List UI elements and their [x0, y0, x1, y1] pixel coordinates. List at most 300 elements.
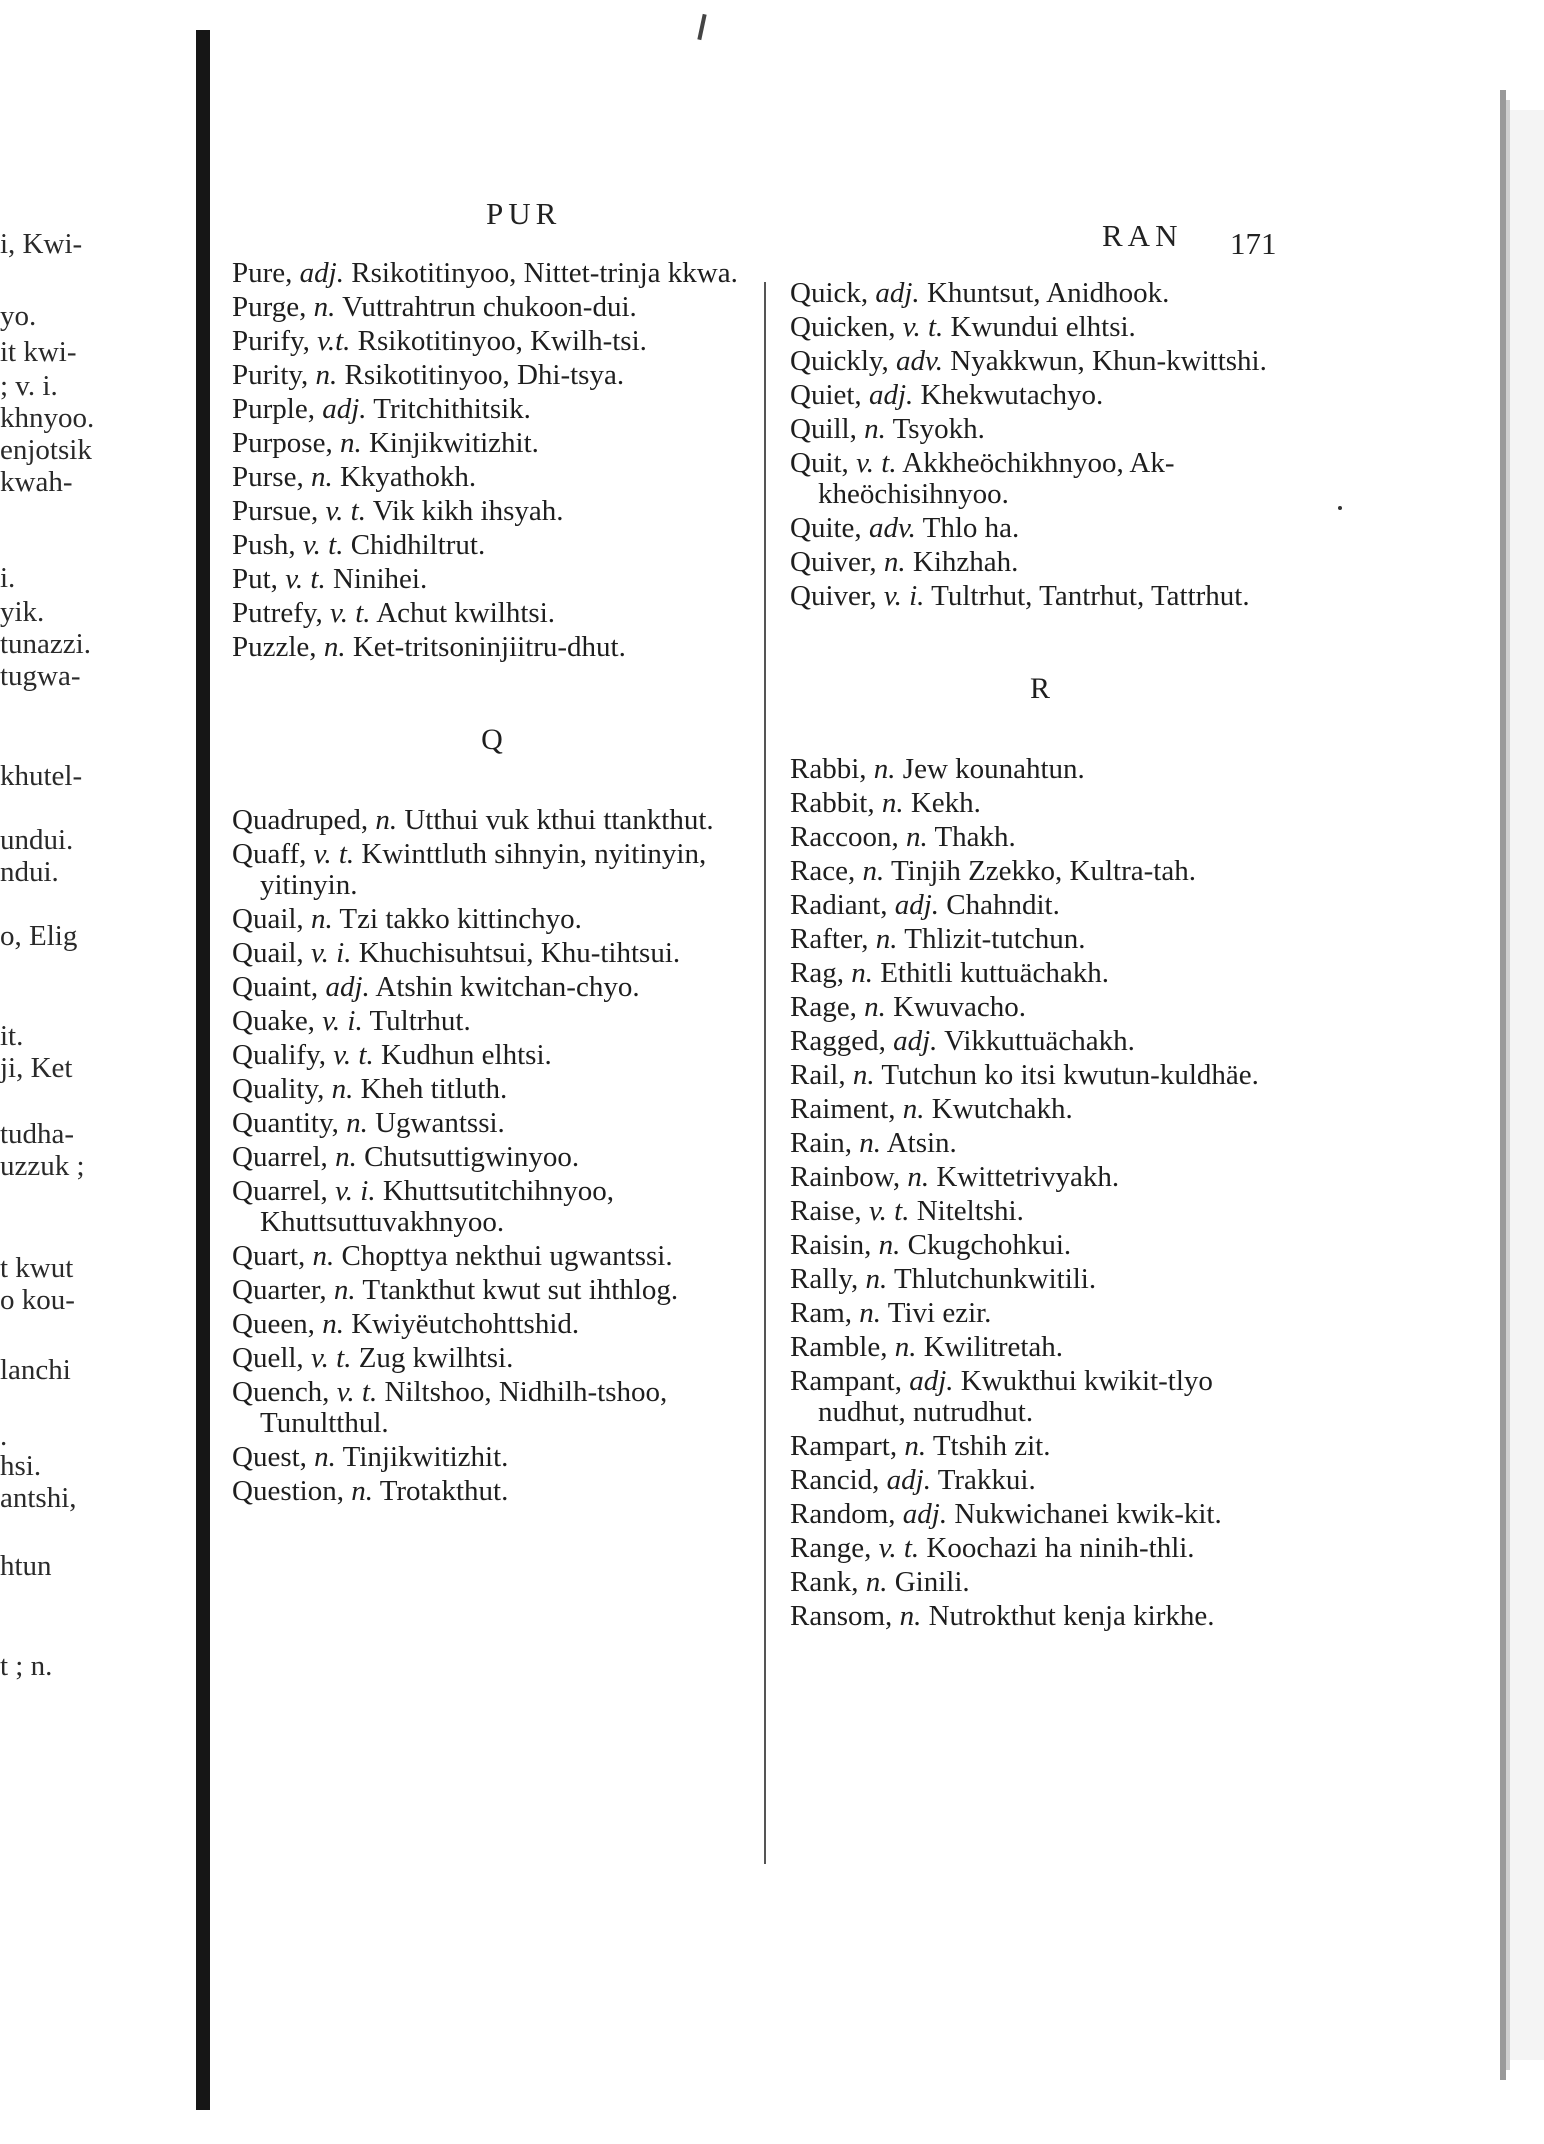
entry-definition: Tzi takko kittinchyo. — [339, 903, 582, 935]
entry-definition: Rsikotitinyoo, Kwilh-tsi. — [357, 325, 647, 357]
entry-part-of-speech: n. — [864, 991, 886, 1023]
entry-part-of-speech: adj. — [902, 1498, 948, 1530]
scan-dot — [1338, 506, 1342, 510]
entry-part-of-speech: n. — [310, 461, 333, 493]
adjacent-page-text: undui. — [0, 824, 74, 856]
entry-definition: Khuttsutitchihnyoo, Khuttsuttuvakhnyoo. — [260, 1175, 615, 1238]
entry-headword: Quality, — [232, 1073, 325, 1105]
section-letter-q: Q — [481, 723, 503, 756]
entry-headword: Radiant, — [790, 889, 888, 921]
entry-headword: Rafter, — [790, 923, 869, 955]
dictionary-entry — [232, 1040, 752, 1071]
entry-headword: Qualify, — [232, 1039, 326, 1071]
page-edge — [1510, 110, 1544, 2060]
dictionary-entry — [790, 312, 1290, 343]
entry-definition: Utthui vuk kthui ttankthut. — [404, 804, 714, 836]
entry-headword: Queen, — [232, 1308, 315, 1340]
dictionary-entry — [790, 1499, 1290, 1530]
entries-p — [232, 258, 752, 663]
dictionary-entry — [790, 1465, 1290, 1496]
dictionary-entry — [232, 326, 752, 357]
adjacent-page-text: uzzuk ; — [0, 1150, 85, 1182]
adjacent-page-text: . — [0, 1420, 8, 1452]
entry-part-of-speech: v. t. — [285, 563, 326, 595]
dictionary-entry — [232, 1343, 752, 1374]
entry-part-of-speech: n. — [314, 1441, 336, 1473]
entry-part-of-speech: adj. — [325, 971, 370, 1003]
entry-part-of-speech: n. — [852, 1059, 875, 1091]
entry-definition: Tultrhut, Tantrhut, Tattrhut. — [931, 580, 1250, 612]
dictionary-entry — [232, 360, 752, 391]
adjacent-page-text: htun — [0, 1550, 52, 1582]
entry-part-of-speech: n. — [351, 1475, 373, 1507]
entry-definition: Nyakkwun, Khun-kwittshi. — [950, 345, 1267, 377]
dictionary-entry — [790, 414, 1290, 445]
adjacent-page-text: t ; n. — [0, 1650, 53, 1682]
entry-headword: Rally, — [790, 1263, 859, 1295]
entry-headword: Quill, — [790, 413, 857, 445]
entry-part-of-speech: n. — [902, 1093, 925, 1125]
entry-definition: Vikkuttuächakh. — [944, 1025, 1135, 1057]
adjacent-page-text: yo. — [0, 300, 37, 332]
entry-definition: Tinjih Zzekko, Kultra-tah. — [890, 855, 1196, 887]
dictionary-entry — [232, 805, 752, 836]
scan-mark — [697, 14, 706, 40]
dictionary-entry — [790, 1060, 1290, 1091]
entry-headword: Rampant, — [790, 1365, 902, 1397]
entry-definition: Thlizit-tutchun. — [904, 923, 1086, 955]
entry-part-of-speech: adj. — [909, 1365, 954, 1397]
dictionary-entry — [790, 1431, 1290, 1462]
dictionary-entry — [232, 1176, 752, 1238]
book-gutter — [196, 30, 210, 2110]
entry-definition: Vuttrahtrun chukoon-dui. — [342, 291, 637, 323]
entry-part-of-speech: v.t. — [317, 325, 351, 357]
entry-headword: Random, — [790, 1498, 896, 1530]
dictionary-entry — [790, 1026, 1290, 1057]
entry-part-of-speech: n. — [878, 1229, 901, 1261]
dictionary-entry — [790, 1533, 1290, 1564]
entry-part-of-speech: v. t. — [313, 838, 355, 870]
entry-definition: Ket-tritsoninjiitru-dhut. — [352, 631, 626, 663]
entry-headword: Quit, — [790, 447, 849, 479]
adjacent-page-text: khnyoo. — [0, 402, 95, 434]
dictionary-entry — [232, 292, 752, 323]
dictionary-entry — [232, 839, 752, 901]
entry-headword: Quick, — [790, 277, 869, 309]
entry-headword: Quiver, — [790, 580, 877, 612]
entry-headword: Ransom, — [790, 1600, 893, 1632]
entry-headword: Pure, — [232, 257, 293, 289]
entry-definition: Chidhiltrut. — [350, 529, 486, 561]
entry-headword: Rank, — [790, 1566, 859, 1598]
dictionary-entry — [232, 1377, 752, 1439]
entry-headword: Putrefy, — [232, 597, 323, 629]
right-column — [790, 278, 1290, 1635]
entry-headword: Rancid, — [790, 1464, 880, 1496]
entry-headword: Quarrel, — [232, 1141, 328, 1173]
dictionary-entry — [232, 1309, 752, 1340]
entry-headword: Put, — [232, 563, 278, 595]
adjacent-page-text: tudha- — [0, 1118, 75, 1150]
dictionary-entry — [232, 530, 752, 561]
entry-headword: Race, — [790, 855, 856, 887]
entry-definition: Rsikotitinyoo, Dhi-tsya. — [344, 359, 625, 391]
entry-headword: Raise, — [790, 1195, 862, 1227]
entry-headword: Quest, — [232, 1441, 307, 1473]
entry-part-of-speech: n. — [865, 1263, 888, 1295]
entry-definition: Koochazi ha ninih-thli. — [926, 1532, 1195, 1564]
dictionary-entry — [790, 822, 1290, 853]
entry-headword: Purity, — [232, 359, 309, 391]
adjacent-page-text: ji, Ket — [0, 1052, 73, 1084]
entry-headword: Quail, — [232, 937, 304, 969]
entry-headword: Quiet, — [790, 379, 862, 411]
dictionary-entry — [790, 1162, 1290, 1193]
entry-part-of-speech: adv. — [868, 512, 916, 544]
entry-headword: Raccoon, — [790, 821, 899, 853]
entry-definition: Kwukthui kwikit-tlyo nudhut, nutrudhut. — [818, 1365, 1213, 1428]
entry-definition: Atsin. — [886, 1127, 957, 1159]
dictionary-entry — [790, 788, 1290, 819]
entry-headword: Quail, — [232, 903, 304, 935]
entry-definition: Kwundui elhtsi. — [950, 311, 1136, 343]
dictionary-entry — [790, 581, 1290, 612]
dictionary-entry — [232, 258, 752, 289]
entry-headword: Quiver, — [790, 546, 877, 578]
entry-headword: Ramble, — [790, 1331, 888, 1363]
dictionary-entry — [232, 1006, 752, 1037]
dictionary-entry — [790, 924, 1290, 955]
entry-definition: Tivi ezir. — [887, 1297, 992, 1329]
entry-part-of-speech: n. — [862, 855, 885, 887]
entry-part-of-speech: n. — [310, 903, 333, 935]
entry-headword: Range, — [790, 1532, 872, 1564]
adjacent-page-text: lanchi — [0, 1354, 71, 1386]
entry-part-of-speech: n. — [864, 413, 886, 445]
entry-part-of-speech: adj. — [893, 1025, 938, 1057]
dictionary-entry — [790, 1230, 1290, 1261]
entry-part-of-speech: n. — [883, 546, 906, 578]
entry-headword: Quadruped, — [232, 804, 369, 836]
entry-definition: Vik kikh ihsyah. — [372, 495, 564, 527]
entry-headword: Quantity, — [232, 1107, 339, 1139]
entry-part-of-speech: n. — [899, 1600, 922, 1632]
dictionary-entry — [232, 632, 752, 663]
entry-part-of-speech: n. — [894, 1331, 917, 1363]
dictionary-entry — [232, 904, 752, 935]
dictionary-entry — [790, 1264, 1290, 1295]
dictionary-entry — [232, 462, 752, 493]
entry-part-of-speech: n. — [904, 1430, 927, 1462]
entry-definition: Khekwutachyo. — [920, 379, 1104, 411]
entry-part-of-speech: v. i. — [322, 1005, 363, 1037]
entry-part-of-speech: n. — [905, 821, 928, 853]
entry-definition: Ttshih zit. — [932, 1430, 1051, 1462]
entry-part-of-speech: n. — [315, 359, 338, 391]
dictionary-entry — [232, 1442, 752, 1473]
entry-part-of-speech: n. — [335, 1141, 357, 1173]
entry-definition: Kwilitretah. — [923, 1331, 1064, 1363]
dictionary-entry — [232, 564, 752, 595]
adjacent-page-text: kwah- — [0, 466, 73, 498]
entry-definition: Kwutchakh. — [931, 1093, 1073, 1125]
entry-headword: Rainbow, — [790, 1161, 901, 1193]
entry-definition: Nutrokthut kenja kirkhe. — [928, 1600, 1215, 1632]
entry-definition: Ethitli kuttuächakh. — [880, 957, 1109, 989]
adjacent-page-text: yik. — [0, 596, 45, 628]
dictionary-entry — [790, 754, 1290, 785]
entry-definition: Niteltshi. — [916, 1195, 1024, 1227]
entry-part-of-speech: v. t. — [330, 597, 371, 629]
entry-part-of-speech: n. — [323, 631, 346, 663]
entry-definition: Zug kwilhtsi. — [358, 1342, 514, 1374]
entry-definition: Tinjikwitizhit. — [342, 1441, 509, 1473]
entry-part-of-speech: adj. — [886, 1464, 931, 1496]
entry-part-of-speech: n. — [881, 787, 904, 819]
entry-definition: Kinjikwitizhit. — [368, 427, 539, 459]
dictionary-entry — [790, 1196, 1290, 1227]
dictionary-entry — [790, 380, 1290, 411]
entry-definition: Achut kwilhtsi. — [376, 597, 556, 629]
dictionary-entry — [790, 992, 1290, 1023]
entry-headword: Puzzle, — [232, 631, 317, 663]
adjacent-page-text: o kou- — [0, 1284, 75, 1316]
entry-headword: Rampart, — [790, 1430, 898, 1462]
entry-part-of-speech: v. t. — [336, 1376, 378, 1408]
entry-definition: Trotakthut. — [379, 1475, 509, 1507]
entry-part-of-speech: adj. — [894, 889, 940, 921]
entry-part-of-speech: n. — [313, 291, 336, 323]
entry-headword: Pursue, — [232, 495, 319, 527]
dictionary-entry — [790, 1094, 1290, 1125]
dictionary-entry — [232, 1275, 752, 1306]
entry-headword: Question, — [232, 1475, 344, 1507]
entry-headword: Quaff, — [232, 838, 307, 870]
entry-definition: Niltshoo, Nidhilh-tshoo, Tunultthul. — [260, 1376, 668, 1439]
entry-definition: Ninihei. — [332, 563, 428, 595]
entry-part-of-speech: v. i. — [335, 1175, 376, 1207]
entry-definition: Tultrhut. — [369, 1005, 471, 1037]
entry-definition: Kwuvacho. — [893, 991, 1026, 1023]
adjacent-page-text: ndui. — [0, 856, 59, 888]
entry-headword: Quell, — [232, 1342, 304, 1374]
entry-definition: Chopttya nekthui ugwantssi. — [341, 1240, 673, 1272]
entry-headword: Quicken, — [790, 311, 896, 343]
column-divider — [764, 282, 766, 1864]
entry-headword: Raisin, — [790, 1229, 872, 1261]
adjacent-page-text: i. — [0, 562, 16, 594]
entry-definition: Khuntsut, Anidhook. — [926, 277, 1170, 309]
entry-definition: Kkyathokh. — [339, 461, 477, 493]
entry-definition: Jew kounahtun. — [902, 753, 1085, 785]
entry-definition: Tutchun ko itsi kwutun-kuldhäe. — [881, 1059, 1259, 1091]
entry-part-of-speech: v. t. — [302, 529, 344, 561]
entry-part-of-speech: n. — [375, 804, 398, 836]
entries-r — [790, 754, 1290, 1632]
entry-headword: Quart, — [232, 1240, 306, 1272]
entry-definition: Chutsuttigwinyoo. — [364, 1141, 580, 1173]
entry-definition: Ugwantssi. — [375, 1107, 505, 1139]
entry-definition: Kwittetrivyakh. — [936, 1161, 1120, 1193]
entry-definition: Akkheöchikhnyoo, Ak-kheöchisihnyoo. — [818, 447, 1175, 510]
entry-headword: Rag, — [790, 957, 844, 989]
dictionary-entry — [790, 1366, 1290, 1428]
entry-part-of-speech: v. t. — [310, 1342, 352, 1374]
entry-part-of-speech: n. — [875, 923, 898, 955]
entry-headword: Rail, — [790, 1059, 846, 1091]
running-head-left: PUR — [486, 196, 562, 231]
running-head-right: RAN — [1102, 218, 1183, 253]
entry-part-of-speech: adv. — [896, 345, 944, 377]
entry-headword: Quaint, — [232, 971, 319, 1003]
adjacent-page-text: antshi, — [0, 1482, 77, 1514]
entry-definition: Thlo ha. — [922, 512, 1020, 544]
page-number: 171 — [1230, 226, 1277, 261]
dictionary-entry — [232, 938, 752, 969]
entry-part-of-speech: n. — [339, 427, 362, 459]
entry-part-of-speech: n. — [346, 1107, 368, 1139]
entry-headword: Rage, — [790, 991, 857, 1023]
entries-q-continued — [790, 278, 1290, 612]
entry-definition: Kwiyëutchohttshid. — [351, 1308, 580, 1340]
entry-definition: Tsyokh. — [892, 413, 985, 445]
dictionary-entry — [232, 1074, 752, 1105]
entry-part-of-speech: v. i. — [310, 937, 352, 969]
left-column — [232, 258, 752, 1510]
dictionary-entry — [790, 346, 1290, 377]
adjacent-page-text: enjotsik — [0, 434, 92, 466]
entry-part-of-speech: n. — [312, 1240, 335, 1272]
adjacent-page-text: tunazzi. — [0, 628, 91, 660]
entry-headword: Rabbi, — [790, 753, 867, 785]
dictionary-entry — [790, 890, 1290, 921]
entry-headword: Quench, — [232, 1376, 330, 1408]
entry-part-of-speech: adj. — [299, 257, 344, 289]
adjacent-page-fragment — [0, 30, 200, 2090]
dictionary-entry — [790, 1601, 1290, 1632]
dictionary-entry — [790, 1332, 1290, 1363]
adjacent-page-text: it kwi- — [0, 336, 77, 368]
entry-definition: Thakh. — [934, 821, 1016, 853]
entry-headword: Quarter, — [232, 1274, 327, 1306]
entry-part-of-speech: v. t. — [325, 495, 366, 527]
dictionary-entry — [790, 856, 1290, 887]
entry-part-of-speech: n. — [333, 1274, 356, 1306]
dictionary-entry — [790, 278, 1290, 309]
dictionary-entry — [790, 513, 1290, 544]
entry-definition: Khuchisuhtsui, Khu-tihtsui. — [358, 937, 681, 969]
entry-part-of-speech: v. t. — [878, 1532, 920, 1564]
entry-part-of-speech: v. i. — [883, 580, 925, 612]
section-letter-r: R — [1029, 672, 1050, 705]
entry-headword: Raiment, — [790, 1093, 896, 1125]
entry-definition: Tritchithitsik. — [373, 393, 531, 425]
dictionary-entry — [232, 1476, 752, 1507]
entry-headword: Quite, — [790, 512, 862, 544]
entry-headword: Quake, — [232, 1005, 315, 1037]
dictionary-entry — [232, 972, 752, 1003]
dictionary-entry — [790, 1567, 1290, 1598]
dictionary-entry — [232, 428, 752, 459]
entry-part-of-speech: v. t. — [856, 447, 897, 479]
entry-part-of-speech: n. — [873, 753, 896, 785]
dictionary-entry — [790, 958, 1290, 989]
entry-part-of-speech: n. — [322, 1308, 344, 1340]
dictionary-entry — [232, 496, 752, 527]
entry-definition: Atshin kwitchan-chyo. — [375, 971, 640, 1003]
dictionary-entry — [790, 547, 1290, 578]
entry-definition: Kudhun elhtsi. — [380, 1039, 552, 1071]
adjacent-page-text: ; v. i. — [0, 370, 58, 402]
entry-definition: Nukwichanei kwik-kit. — [954, 1498, 1222, 1530]
adjacent-page-text: khutel- — [0, 760, 83, 792]
adjacent-page-text: tugwa- — [0, 660, 81, 692]
entry-definition: Kwinttluth sihnyin, nyitinyin, yitinyin. — [260, 838, 707, 901]
entry-definition: Kheh titluth. — [360, 1073, 508, 1105]
entry-headword: Purse, — [232, 461, 304, 493]
entry-definition: Rsikotitinyoo, Nittet-trinja kkwa. — [351, 257, 738, 289]
entry-part-of-speech: adj. — [322, 393, 367, 425]
entry-headword: Rabbit, — [790, 787, 875, 819]
entry-headword: Ram, — [790, 1297, 853, 1329]
entry-part-of-speech: n. — [865, 1566, 888, 1598]
adjacent-page-text: it. — [0, 1020, 24, 1052]
dictionary-entry — [790, 1298, 1290, 1329]
dictionary-entry — [232, 598, 752, 629]
dictionary-entry — [232, 1108, 752, 1139]
entry-part-of-speech: n. — [331, 1073, 354, 1105]
dictionary-entry — [232, 1241, 752, 1272]
dictionary-entry — [232, 394, 752, 425]
entry-headword: Quarrel, — [232, 1175, 328, 1207]
entries-q — [232, 805, 752, 1507]
entry-headword: Rain, — [790, 1127, 853, 1159]
entry-definition: Trakkui. — [937, 1464, 1036, 1496]
entry-part-of-speech: v. t. — [868, 1195, 910, 1227]
entry-part-of-speech: adj. — [868, 379, 914, 411]
adjacent-page-text: i, Kwi- — [0, 228, 83, 260]
adjacent-page-text: o, Elig — [0, 920, 78, 952]
adjacent-page-text: hsi. — [0, 1450, 42, 1482]
entry-definition: Kihzhah. — [912, 546, 1019, 578]
entry-definition: Thlutchunkwitili. — [893, 1263, 1097, 1295]
entry-part-of-speech: n. — [907, 1161, 930, 1193]
adjacent-page-text: t kwut — [0, 1252, 74, 1284]
entry-headword: Purpose, — [232, 427, 333, 459]
entry-headword: Push, — [232, 529, 296, 561]
entry-headword: Quickly, — [790, 345, 889, 377]
entry-part-of-speech: n. — [859, 1127, 882, 1159]
dictionary-entry — [790, 448, 1290, 510]
dictionary-entry — [232, 1142, 752, 1173]
entry-headword: Purge, — [232, 291, 307, 323]
entry-part-of-speech: v. t. — [902, 311, 944, 343]
dictionary-entry — [790, 1128, 1290, 1159]
entry-definition: Kekh. — [910, 787, 981, 819]
entry-headword: Purify, — [232, 325, 310, 357]
entry-part-of-speech: n. — [859, 1297, 882, 1329]
entry-definition: Ginili. — [894, 1566, 970, 1598]
entry-part-of-speech: v. t. — [333, 1039, 374, 1071]
entry-part-of-speech: adj. — [875, 277, 920, 309]
entry-part-of-speech: n. — [851, 957, 873, 989]
entry-definition: Chahndit. — [946, 889, 1060, 921]
entry-definition: Ckugchohkui. — [907, 1229, 1072, 1261]
entry-headword: Purple, — [232, 393, 315, 425]
entry-headword: Ragged, — [790, 1025, 886, 1057]
entry-definition: Ttankthut kwut sut ihthlog. — [362, 1274, 679, 1306]
